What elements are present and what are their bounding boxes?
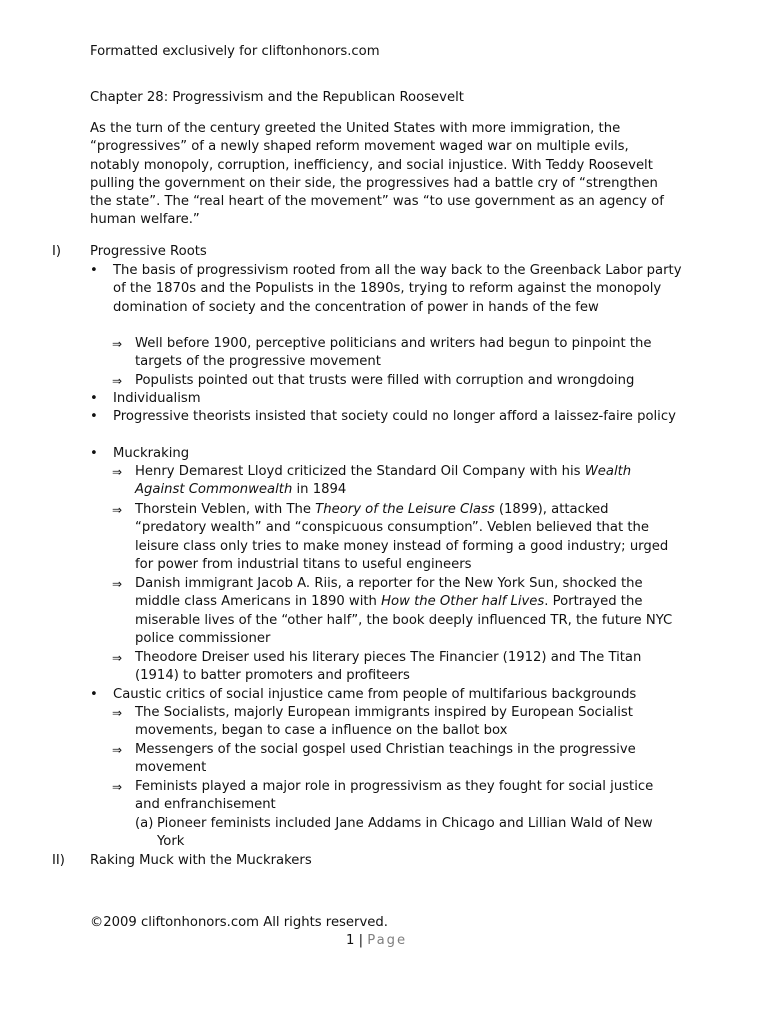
sub-bullet-item xyxy=(112,501,682,574)
text-run: in 1894 xyxy=(292,482,347,498)
book-title: Wealth Against Commonwealth xyxy=(135,464,632,498)
text-run: . Portrayed the miserable lives of the “other half”, the book deeply influenced TR, the future NYC police commissioner xyxy=(135,594,673,646)
lettered-item-text: Pioneer feminists included Jane Addams in Chicago and Lillian Wald of New York xyxy=(157,816,653,850)
bullet-icon: • xyxy=(90,446,98,461)
item-label: (a) xyxy=(135,816,154,831)
arrow-icon: ⇒ xyxy=(112,337,123,351)
bullet-item xyxy=(90,686,688,704)
bullet-item xyxy=(90,408,688,426)
arrow-icon: ⇒ xyxy=(112,374,123,388)
page-number xyxy=(346,932,407,950)
section-number: II) xyxy=(52,853,65,868)
bullet-item xyxy=(90,445,688,463)
sub-bullet-item xyxy=(112,575,682,648)
bullet-item xyxy=(90,390,688,408)
sub-bullet-text xyxy=(135,575,682,648)
text-run: Danish immigrant Jacob A. Riis, a reporter for the New York Sun, shocked the middle class Americans in 1890 with xyxy=(135,576,643,610)
text-run: Thorstein Veblen, with The xyxy=(135,502,316,517)
sub-bullet-item xyxy=(112,463,682,500)
sub-bullet-text: Messengers of the social gospel used Christian teachings in the progressive movement xyxy=(135,742,636,776)
arrow-icon: ⇒ xyxy=(112,503,123,517)
text-run: Henry Demarest Lloyd criticized the Standard Oil Company with his xyxy=(135,464,585,479)
lettered-item xyxy=(135,815,655,852)
chapter-title: Chapter 28: Progressivism and the Republican Roosevelt xyxy=(90,90,464,105)
bullet-text: Individualism xyxy=(113,391,201,406)
header-text: Formatted exclusively for cliftonhonors.com xyxy=(90,44,380,59)
section-heading-1 xyxy=(52,243,207,261)
bullet-icon: • xyxy=(90,391,98,406)
book-title: Theory of the Leisure Class xyxy=(315,502,495,517)
copyright-footer: ©2009 cliftonhonors.com All rights reserved. xyxy=(90,915,388,930)
bullet-text: Progressive theorists insisted that society could no longer afford a laissez-faire policy xyxy=(113,409,676,424)
page-separator: | xyxy=(354,933,368,948)
arrow-icon: ⇒ xyxy=(112,577,123,591)
section-number: I) xyxy=(52,244,62,259)
sub-bullet-text: The Socialists, majorly European immigrants inspired by European Socialist movements, began to case a influence on the ballot box xyxy=(135,705,633,739)
sub-bullet-text: Feminists played a major role in progressivism as they fought for social justice and enfranchisement xyxy=(135,779,654,813)
sub-bullet-text: Theodore Dreiser used his literary pieces The Financier (1912) and The Titan (1914) to batter promoters and profiteers xyxy=(135,650,642,684)
sub-bullet-item xyxy=(112,704,682,741)
bullet-text: Muckraking xyxy=(113,446,190,461)
bullet-icon: • xyxy=(90,263,98,278)
arrow-icon: ⇒ xyxy=(112,706,123,720)
sub-bullet-text: Populists pointed out that trusts were filled with corruption and wrongdoing xyxy=(135,373,635,388)
sub-bullet-item xyxy=(112,649,682,686)
book-title: How the Other half Lives xyxy=(381,594,545,610)
sub-bullet-text xyxy=(135,501,682,574)
page-number-value: 1 xyxy=(346,933,355,948)
sub-bullet-text: Well before 1900, perceptive politicians and writers had begun to pinpoint the targets of the progressive movement xyxy=(135,336,652,370)
bullet-icon: • xyxy=(90,409,98,424)
bullet-text: Caustic critics of social injustice came from people of multifarious backgrounds xyxy=(113,687,637,702)
sub-bullet-item xyxy=(112,741,682,778)
bullet-icon: • xyxy=(90,687,98,702)
bullet-text: The basis of progressivism rooted from all the way back to the Greenback Labor party of the 1870s and the Populists in the 1890s, trying to reform against the monopoly domination of society and the concentration of power in hands of the few xyxy=(113,263,682,315)
section-title: Raking Muck with the Muckrakers xyxy=(90,853,312,868)
arrow-icon: ⇒ xyxy=(112,465,123,479)
section-heading-2 xyxy=(52,852,312,870)
sub-bullet-text xyxy=(135,463,682,500)
intro-paragraph: As the turn of the century greeted the United States with more immigration, the “progressives” of a newly shaped reform movement waged war on multiple evils, notably monopoly, corruption, inefficiency, and social injustice. With Teddy Roosevelt pulling the government on their side, the progressives had a battle cry of “strengthen the state”. The “real heart of the movement” was “to use government as an agency of human welfare.” xyxy=(90,121,664,228)
arrow-icon: ⇒ xyxy=(112,780,123,794)
sub-bullet-item xyxy=(112,335,682,372)
page-label: Page xyxy=(367,933,408,948)
bullet-item xyxy=(90,262,688,317)
section-title: Progressive Roots xyxy=(90,244,207,259)
text-run: (1899), attacked “predatory wealth” and “conspicuous consumption”. Veblen believed that the leisure class only tries to make money instead of forming a good industry; urged for power from industrial titans to useful engineers xyxy=(135,502,669,572)
arrow-icon: ⇒ xyxy=(112,743,123,757)
sub-bullet-item xyxy=(112,778,682,815)
sub-bullet-item xyxy=(112,372,682,390)
arrow-icon: ⇒ xyxy=(112,651,123,665)
